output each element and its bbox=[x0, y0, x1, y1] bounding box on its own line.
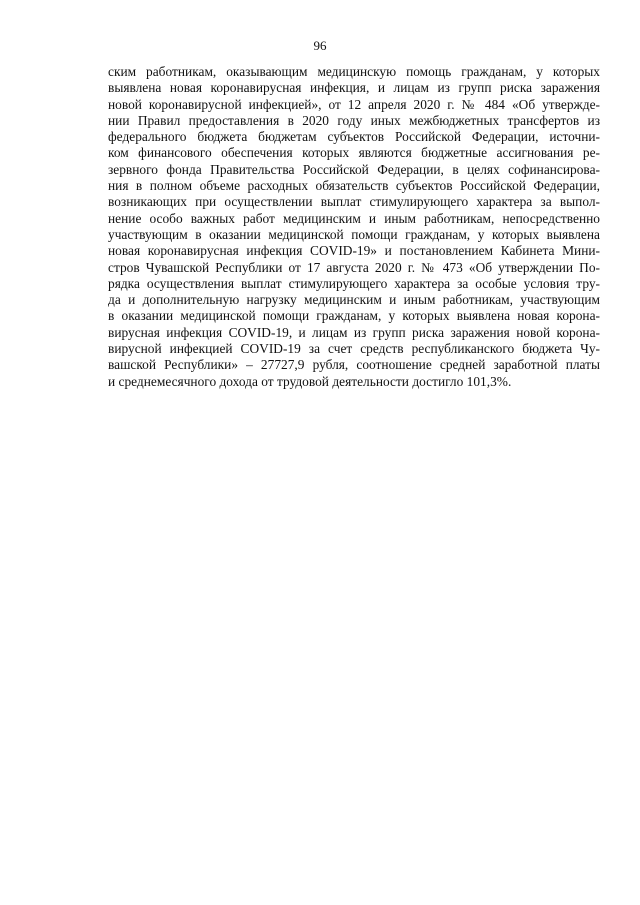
text-line: нение особо важных работ медицинским и иным работникам, непосредственно bbox=[108, 210, 600, 226]
text-line: да и дополнительную нагрузку медицинским и иным работникам, участвующим bbox=[108, 292, 600, 308]
text-line: нии Правил предоставления в 2020 году иных межбюджетных трансфертов из bbox=[108, 112, 600, 128]
text-line: новой коронавирусной инфекцией», от 12 апреля 2020 г. № 484 «Об утвержде- bbox=[108, 96, 600, 112]
body-paragraph bbox=[108, 64, 600, 390]
text-line: стров Чувашской Республики от 17 августа 2020 г. № 473 «Об утверждении По- bbox=[108, 259, 600, 275]
text-line: ния в полном объеме расходных обязательств субъектов Российской Федерации, bbox=[108, 178, 600, 194]
text-line: ским работникам, оказывающим медицинскую помощь гражданам, у которых bbox=[108, 64, 600, 79]
text-line: новая коронавирусная инфекция COVID-19» и постановлением Кабинета Мини- bbox=[108, 243, 600, 259]
text-line: возникающих при осуществлении выплат стимулирующего характера за выпол- bbox=[108, 194, 600, 210]
text-line: вирусная инфекция COVID-19, и лицам из групп риска заражения новой корона- bbox=[108, 324, 600, 340]
text-line: федерального бюджета бюджетам субъектов Российской Федерации, источни- bbox=[108, 129, 600, 145]
text-line: вирусной инфекцией COVID-19 за счет средств республиканского бюджета Чу- bbox=[108, 341, 600, 357]
text-line: вашской Республики» – 27727,9 рубля, соотношение средней заработной платы bbox=[108, 357, 600, 373]
text-line: ком финансового обеспечения которых являются бюджетные ассигнования ре- bbox=[108, 145, 600, 161]
text-line: рядка осуществления выплат стимулирующего характера за особые условия тру- bbox=[108, 275, 600, 291]
text-line: зервного фонда Правительства Российской Федерации, в целях софинансирова- bbox=[108, 161, 600, 177]
text-line-last: и среднемесячного дохода от трудовой деятельности достигло 101,3%. bbox=[108, 373, 512, 389]
text-line: выявлена новая коронавирусная инфекция, и лицам из групп риска заражения bbox=[108, 80, 600, 96]
text-line: участвующим в оказании медицинской помощи гражданам, у которых выявлена bbox=[108, 226, 600, 242]
text-line: в оказании медицинской помощи гражданам, у которых выявлена новая корона- bbox=[108, 308, 600, 324]
page-number: 96 bbox=[313, 38, 327, 53]
